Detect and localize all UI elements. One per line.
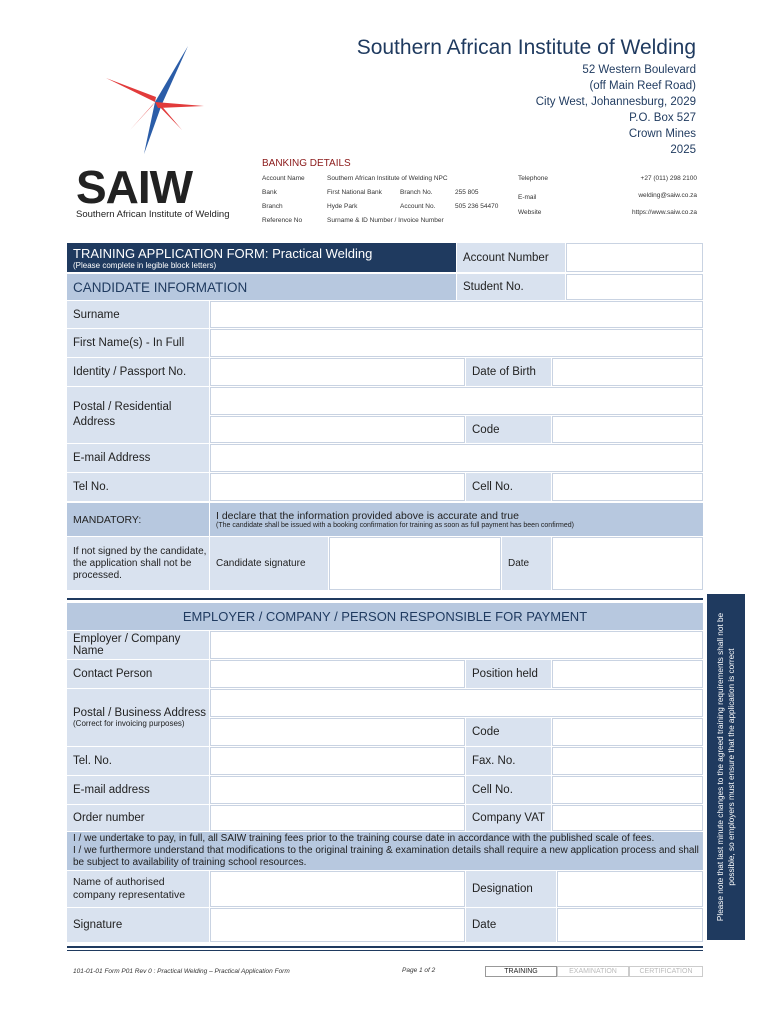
bank-value: 505 236 54470 (455, 203, 499, 210)
footer-page: Page 1 of 2 (402, 967, 436, 974)
employer-date-label: Date (466, 908, 556, 942)
bank-label: Reference No (262, 217, 303, 224)
side-note-panel (707, 594, 745, 940)
contact-label: Website (518, 209, 542, 216)
employer-signature-input[interactable] (210, 908, 465, 942)
section-divider (67, 946, 703, 948)
position-label: Position held (466, 660, 551, 688)
position-input[interactable] (552, 660, 703, 688)
mandatory-label: MANDATORY: (67, 503, 209, 536)
dob-label: Date of Birth (466, 358, 551, 386)
mandatory-note: If not signed by the candidate, the application shall not be processed. (67, 537, 209, 590)
rep-input[interactable] (210, 871, 465, 907)
fax-label: Fax. No. (466, 747, 551, 775)
address-line: 52 Western Boulevard (582, 64, 696, 76)
order-number-input[interactable] (210, 805, 465, 831)
employer-code-input[interactable] (552, 718, 703, 746)
employer-signature-label: Signature (67, 908, 209, 942)
address-line: Crown Mines (628, 128, 696, 140)
cell-label: Cell No. (466, 473, 551, 501)
form-title: TRAINING APPLICATION FORM: Practical Welding (73, 245, 373, 261)
employer-cell-input[interactable] (552, 776, 703, 804)
account-number-label: Account Number (457, 243, 565, 272)
business-address-label-block (67, 689, 209, 746)
form-title-block (67, 243, 456, 272)
surname-input[interactable] (210, 301, 703, 328)
contact-person-input[interactable] (210, 660, 465, 688)
tab-examination: EXAMINATION (557, 966, 629, 977)
candidate-date-label: Date (502, 537, 551, 590)
declaration-note: (The candidate shall be issued with a booking confirmation for training as soon as full payment has been confirmed) (216, 522, 574, 529)
candidate-info-header: CANDIDATE INFORMATION (67, 274, 456, 300)
candidate-signature-input[interactable] (329, 537, 501, 590)
employer-header: EMPLOYER / COMPANY / PERSON RESPONSIBLE FOR PAYMENT (67, 603, 703, 630)
contact-label: Telephone (518, 175, 548, 182)
tab-training: TRAINING (485, 966, 557, 977)
account-number-input[interactable] (566, 243, 703, 272)
bank-value: 255 805 (455, 189, 479, 196)
bank-label: Bank (262, 189, 277, 196)
fax-input[interactable] (552, 747, 703, 775)
saiw-star-logo-icon (100, 42, 210, 162)
code-label: Code (466, 416, 551, 443)
company-name-input[interactable] (210, 631, 703, 659)
tab-certification: CERTIFICATION (629, 966, 703, 977)
order-number-label: Order number (67, 805, 209, 831)
address-line: (off Main Reef Road) (589, 80, 696, 92)
section-divider (67, 598, 703, 600)
postal-input-1[interactable] (210, 387, 703, 415)
bank-value: First National Bank (327, 189, 382, 196)
address-line: City West, Johannesburg, 2029 (535, 96, 696, 108)
bank-label: Account Name (262, 175, 305, 182)
contact-label: E-mail (518, 194, 537, 201)
rep-label: Name of authorised company representative (67, 871, 209, 907)
email-input[interactable] (210, 444, 703, 472)
footer-form-ref: 101-01-01 Form P01 Rev 0 : Practical Welding – Practical Application Form (73, 968, 290, 975)
side-note-text: Please note that last minute changes to the agreed training requirements shall not be possible, so employers must ensure that the application is correct (716, 612, 736, 922)
contact-value[interactable]: https://www.saiw.co.za (631, 209, 697, 216)
employer-cell-label: Cell No. (466, 776, 551, 804)
vat-label: Company VAT (466, 805, 551, 831)
designation-input[interactable] (557, 871, 703, 907)
vat-input[interactable] (552, 805, 703, 831)
bank-label: Branch (262, 203, 283, 210)
contact-value[interactable]: welding@saiw.co.za (638, 192, 697, 199)
org-name: Southern African Institute of Welding (356, 36, 696, 59)
understand-text: I / we furthermore understand that modifications to the original training & examination details shall require a new application process and shall be subject to availability of training school resources. (73, 845, 699, 868)
contact-value: +27 (011) 298 2100 (640, 175, 697, 182)
declaration-block (210, 503, 703, 536)
employer-email-label: E-mail address (67, 776, 209, 804)
identity-input[interactable] (210, 358, 465, 386)
company-name-label: Employer / Company Name (67, 631, 209, 659)
employer-tel-label: Tel. No. (67, 747, 209, 775)
employer-date-input[interactable] (557, 908, 703, 942)
postal-label: Postal / Residential Address (67, 387, 209, 443)
employer-tel-input[interactable] (210, 747, 465, 775)
cell-input[interactable] (552, 473, 703, 501)
declaration-text: I declare that the information provided above is accurate and true (216, 510, 519, 522)
email-label: E-mail Address (67, 444, 209, 472)
business-address-note: (Correct for invoicing purposes) (73, 719, 185, 728)
candidate-date-input[interactable] (552, 537, 703, 590)
surname-label: Surname (67, 301, 209, 328)
bank-label: Branch No. (400, 189, 433, 196)
banking-title: BANKING DETAILS (262, 158, 351, 169)
first-names-input[interactable] (210, 329, 703, 357)
employer-email-input[interactable] (210, 776, 465, 804)
bank-value: Surname & ID Number / Invoice Number (327, 217, 444, 224)
address-line: 2025 (670, 144, 696, 156)
contact-person-label: Contact Person (67, 660, 209, 688)
business-address-label: Postal / Business Address (73, 707, 206, 719)
business-address-input-2[interactable] (210, 718, 465, 746)
tel-label: Tel No. (67, 473, 209, 501)
code-input[interactable] (552, 416, 703, 443)
form-subtitle: (Please complete in legible block letters) (73, 260, 217, 270)
bank-label: Account No. (400, 203, 436, 210)
section-divider (67, 950, 703, 951)
logo-wordmark: SAIW (76, 161, 193, 213)
bank-value: Hyde Park (327, 203, 358, 210)
designation-label: Designation (466, 871, 556, 907)
payment-undertaking (67, 832, 703, 870)
postal-input-2[interactable] (210, 416, 465, 443)
student-no-label: Student No. (457, 274, 565, 300)
business-address-input-1[interactable] (210, 689, 703, 717)
first-names-label: First Name(s) - In Full (67, 329, 209, 357)
candidate-signature-label: Candidate signature (210, 537, 328, 590)
dob-input[interactable] (552, 358, 703, 386)
logo-subtitle: Southern African Institute of Welding (76, 209, 230, 220)
bank-value: Southern African Institute of Welding NPC (327, 175, 448, 182)
tel-input[interactable] (210, 473, 465, 501)
undertake-text: I / we undertake to pay, in full, all SAIW training fees prior to the training course date in accordance with the published scale of fees. (73, 833, 655, 844)
identity-label: Identity / Passport No. (67, 358, 209, 386)
employer-code-label: Code (466, 718, 551, 746)
student-no-input[interactable] (566, 274, 703, 300)
address-line: P.O. Box 527 (629, 112, 696, 124)
